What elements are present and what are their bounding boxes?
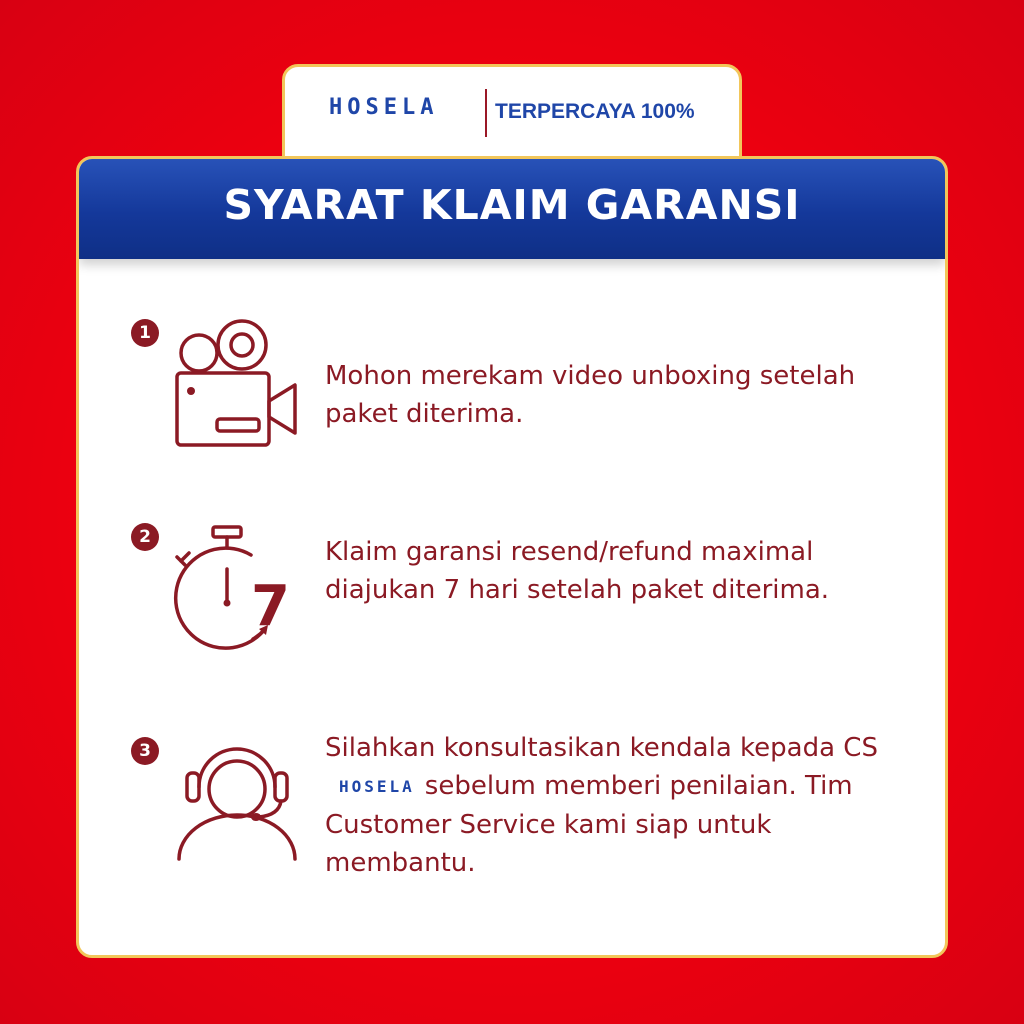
stopwatch-7-icon — [169, 521, 309, 651]
step-2 — [79, 521, 945, 661]
header-divider — [485, 89, 487, 137]
inline-brand-logo: HOSELA — [339, 777, 415, 796]
card-title: SYARAT KLAIM GARANSI — [223, 181, 801, 229]
card-header — [79, 159, 945, 259]
step-text: Klaim garansi resend/refund maximal diajukan 7 hari setelah paket diterima. — [325, 537, 830, 605]
tagline: TERPERCAYA 100% — [495, 100, 695, 123]
video-camera-icon — [165, 315, 305, 455]
brand-logo: HOSELA — [329, 95, 439, 120]
step-number: 3 — [131, 737, 159, 765]
stopwatch-digit: 7 — [251, 574, 290, 639]
customer-service-headset-icon — [171, 733, 311, 873]
step-number: 2 — [131, 523, 159, 551]
step-text: Mohon merekam video unboxing setelah paket diterima. — [325, 361, 856, 429]
step-text — [325, 729, 925, 882]
step-text-before: Silahkan konsultasikan kendala kepada CS — [325, 733, 878, 763]
step-3 — [79, 729, 945, 929]
step-1 — [79, 309, 945, 459]
step-text-after: sebelum memberi penilaian. Tim Customer Service kami siap untuk membantu. — [325, 771, 853, 878]
warranty-card — [76, 156, 948, 958]
step-number: 1 — [131, 319, 159, 347]
